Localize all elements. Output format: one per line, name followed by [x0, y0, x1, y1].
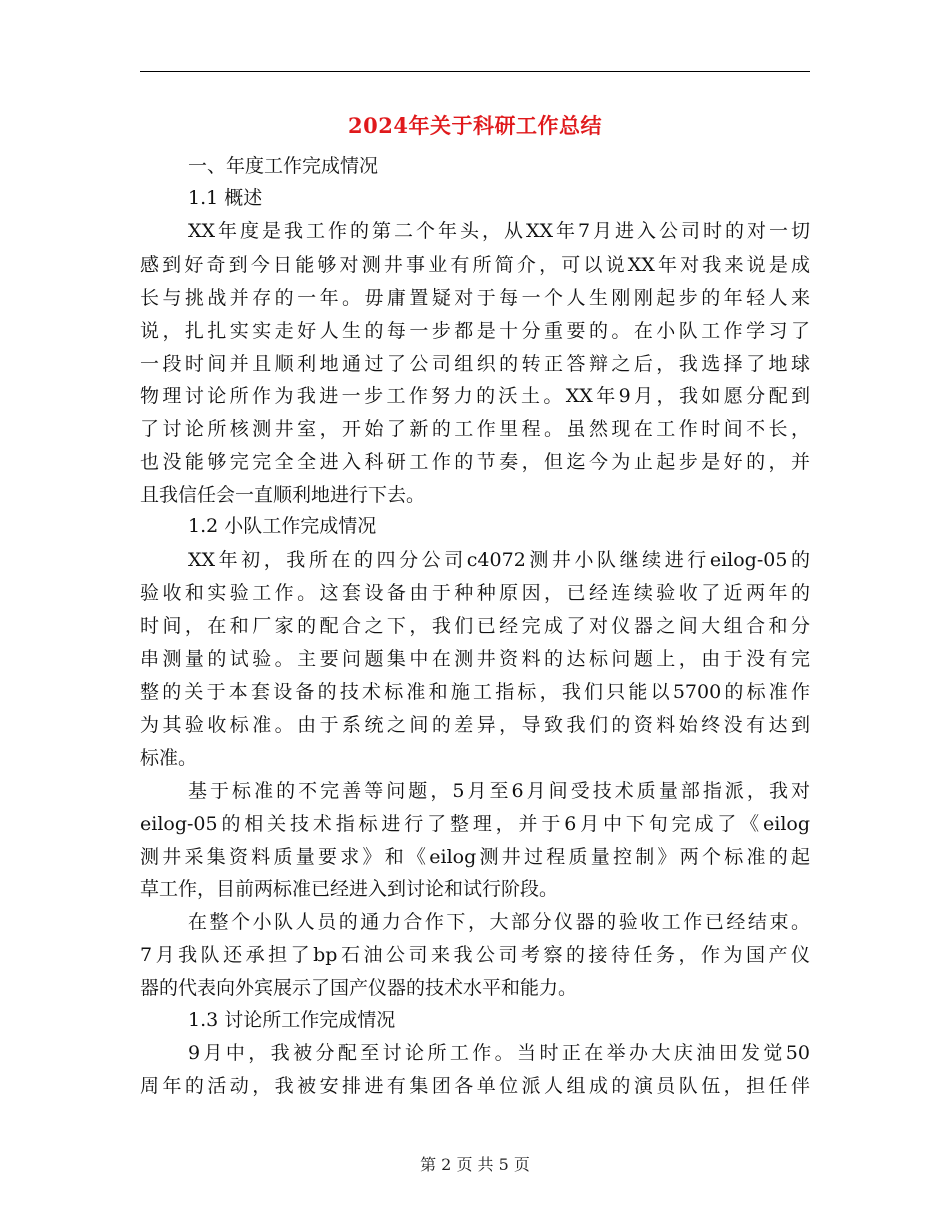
paragraph-line: 整的关于本套设备的技术标准和施工指标，我们只能以5700的标准作: [140, 681, 810, 703]
paragraph-line: 且我信任会一直顺利地进行下去。: [140, 484, 426, 506]
paragraph-line: 物理讨论所作为我进一步工作努力的沃土。XX年9月，我如愿分配到: [140, 385, 810, 407]
section-heading: 一、年度工作完成情况: [188, 155, 379, 177]
paragraph-line: 感到好奇到今日能够对测井事业有所简介，可以说XX年对我来说是成: [140, 254, 810, 276]
paragraph-line: XX年初，我所在的四分公司c4072测井小队继续进行eilog-05的: [188, 549, 810, 571]
paragraph-line: 9月中，我被分配至讨论所工作。当时正在举办大庆油田发觉50: [188, 1042, 810, 1064]
subsection-heading: 1.3 讨论所工作完成情况: [188, 1009, 396, 1031]
paragraph-line: 测井采集资料质量要求》和《eilog测井过程质量控制》两个标准的起: [140, 846, 810, 868]
page-number: 第 2 页 共 5 页: [420, 1155, 530, 1174]
document-title: 2024年关于科研工作总结: [348, 113, 602, 138]
paragraph-line: 在整个小队人员的通力合作下，大部分仪器的验收工作已经结束。: [188, 911, 810, 933]
paragraph-line: 了讨论所核测井室，开始了新的工作里程。虽然现在工作时间不长，: [140, 418, 810, 440]
paragraph-line: 说，扎扎实实走好人生的每一步都是十分重要的。在小队工作学习了: [140, 320, 810, 342]
subsection-heading: 1.1 概述: [188, 187, 263, 209]
paragraph-line: 长与挑战并存的一年。毋庸置疑对于每一个人生刚刚起步的年轻人来: [140, 287, 810, 309]
subsection-heading: 1.2 小队工作完成情况: [188, 515, 377, 537]
paragraph-line: 草工作，目前两标准已经进入到讨论和试行阶段。: [140, 878, 559, 900]
paragraph-line: 基于标准的不完善等问题，5月至6月间受技术质量部指派，我对: [188, 780, 810, 802]
paragraph-line: 也没能够完完全全进入科研工作的节奏，但迄今为止起步是好的，并: [140, 451, 810, 473]
paragraph-line: 一段时间并且顺利地通过了公司组织的转正答辩之后，我选择了地球: [140, 353, 810, 375]
paragraph-line: eilog-05的相关技术指标进行了整理，并于6月中下旬完成了《eilog: [140, 813, 810, 835]
paragraph-line: 器的代表向外宾展示了国产仪器的技术水平和能力。: [140, 977, 578, 999]
header-rule: [140, 71, 810, 72]
paragraph-line: 周年的活动，我被安排进有集团各单位派人组成的演员队伍，担任伴: [140, 1075, 810, 1097]
paragraph-line: 7月我队还承担了bp石油公司来我公司考察的接待任务，作为国产仪: [140, 944, 810, 966]
paragraph-line: 验收和实验工作。这套设备由于种种原因，已经连续验收了近两年的: [140, 582, 810, 604]
paragraph-line: 串测量的试验。主要问题集中在测井资料的达标问题上，由于没有完: [140, 648, 810, 670]
paragraph-line: XX年度是我工作的第二个年头，从XX年7月进入公司时的对一切: [188, 220, 810, 242]
paragraph-line: 标准。: [140, 747, 198, 769]
paragraph-line: 为其验收标准。由于系统之间的差异，导致我们的资料始终没有达到: [140, 714, 810, 736]
paragraph-line: 时间，在和厂家的配合之下，我们已经完成了对仪器之间大组合和分: [140, 615, 810, 637]
